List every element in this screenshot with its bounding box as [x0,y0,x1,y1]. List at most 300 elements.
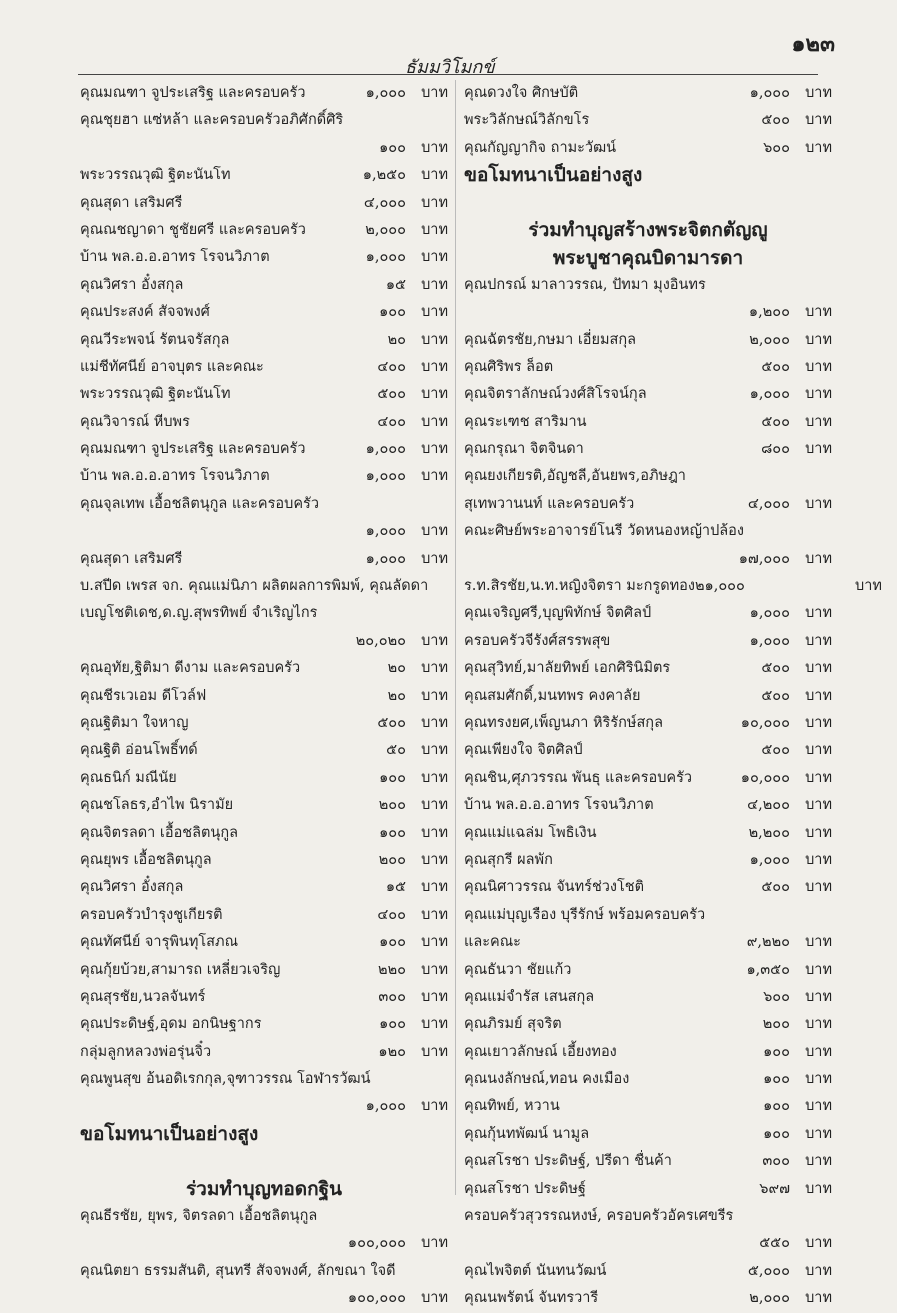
donor-name: คุณกัญญากิจ ถามะวัฒน์ [464,139,617,156]
donation-amount: ๑๐๐ [763,1043,790,1060]
currency-unit: บาท [421,934,448,951]
donation-amount: ๕๐๐ [761,879,790,896]
donation-amount: ๑๐๐ [763,1125,790,1142]
currency-unit: บาท [421,824,448,841]
donation-entry [80,683,448,710]
currency-unit: บาท [854,578,882,595]
donor-name: คุณอุทัย,ฐิติมา ดีงาม และครอบครัว [80,660,301,677]
currency-unit: บาท [805,879,832,896]
currency-unit: บาท [421,358,448,375]
currency-unit: บาท [805,1071,832,1088]
donation-entry [464,1203,832,1230]
donation-amount: ๑,๐๐๐ [365,85,406,101]
currency-unit: บาท [805,1180,832,1197]
donor-name: คุณมณฑา จูประเสริฐ และครอบครัว [80,85,306,101]
donation-amount: ๑,๐๐๐ [365,523,406,540]
donor-name: คุณสุดา เสริมศรี [80,550,183,567]
currency-unit: บาท [805,331,832,348]
donor-name: คุณเจริญศรี,บุญพิทักษ์ จิตศิลป์ [464,605,652,622]
donation-amount: ๑๕ [385,276,406,293]
currency-unit: บาท [805,413,832,430]
donation-entry [80,107,448,134]
donor-name: คุณนิศาวรรณ จันทร์ช่วงโชติ [464,879,645,896]
donation-entry [80,792,448,819]
donor-name: คุณทัศนีย์ จารุพินทุโสภณ [80,934,239,951]
donation-entry [464,299,832,326]
donation-amount: ๑๐๐ [379,304,406,321]
donor-name: คุณฐิติ อ่อนโพธิ์ทด์ [80,742,198,759]
donation-amount: ๑,๓๕๐ [746,961,790,978]
donor-name: คุณสุรชัย,นวลจันทร์ [80,988,206,1005]
donation-entry [80,299,448,326]
donor-name: คุณแม่แฉล่ม โพธิเงิน [464,824,597,841]
donation-amount: ๖๐๐ [763,988,790,1005]
currency-unit: บาท [805,714,832,731]
currency-unit: บาท [421,660,448,677]
currency-unit: บาท [805,961,832,978]
donation-entry [80,546,448,573]
donation-entry [80,518,448,545]
section-subheading [464,217,832,244]
currency-unit: บาท [421,1098,448,1115]
donation-entry [464,1039,832,1066]
left-column [80,80,448,1313]
donation-amount: ๒๐ [387,687,406,704]
donation-entry [464,628,832,655]
currency-unit: บาท [421,139,448,156]
currency-unit: บาท [421,769,448,786]
donation-entry [80,162,448,189]
donation-entry [80,1285,448,1312]
donor-name: ขอโมทนาเป็นอย่างสูง [80,1123,259,1146]
donor-name: บ้าน พล.อ.อ.อาทร โรจนวิภาต [80,249,270,266]
donation-entry [80,190,448,217]
currency-unit: บาท [805,495,832,512]
donation-amount: ๑,๐๐๐ [749,605,790,622]
donor-name: พระวรรณวุฒิ ฐิตะนันโท [80,167,231,184]
donor-name: แม่ชีทัศนีย์ อาจบุตร และคณะ [80,358,264,375]
donation-amount: ๕๐๐ [761,660,790,677]
currency-unit: บาท [421,167,448,184]
donor-name: คุณสโรชา ประดิษฐ์, ปรีดา ชื่นค้า [464,1153,672,1170]
currency-unit: บาท [805,85,832,101]
donor-name: พระบูชาคุณบิดามารดา [552,246,744,269]
donation-entry [80,80,448,107]
currency-unit: บาท [805,687,832,704]
donation-entry [80,244,448,271]
donation-amount: ๒๐ [387,331,406,348]
donation-entry [80,737,448,764]
donation-entry [80,436,448,463]
donor-name: พระวรรณวุฒิ ฐิตะนันโท [80,386,231,403]
donor-name: คุณวีระพจน์ รัตนจรัสกุล [80,331,230,348]
donation-entry [464,737,832,764]
donation-entry [80,573,448,600]
donation-entry [80,765,448,792]
currency-unit: บาท [805,1290,832,1307]
currency-unit: บาท [421,961,448,978]
donor-name: คุณพูนสุข อ้นอดิเรกกุล,จุฑาวรรณ โอฬารวัฒน์ [80,1071,371,1088]
donor-name: คุณยงเกียรติ,อัญชลี,อันยพร,อภิษฎา [464,468,686,485]
donation-entry [464,272,832,299]
donor-name: คุณประดิษฐ์,อุดม อกนิษฐากร [80,1016,262,1033]
donor-name: ครอบครัวบำรุงชูเกียรติ [80,906,223,923]
currency-unit: บาท [421,249,448,266]
currency-unit: บาท [805,769,832,786]
donation-amount: ๒,๐๐๐ [749,1290,790,1307]
donation-entry [80,984,448,1011]
donation-amount: ๙,๒๒๐ [746,934,790,951]
donor-name: คุณนพรัตน์ จันทรวารี [464,1290,599,1307]
donation-amount: ๑๐๐ [379,139,406,156]
donation-entry [80,820,448,847]
donation-entry [80,902,448,929]
currency-unit: บาท [421,742,448,759]
donation-amount: ๑๕ [385,879,406,896]
currency-unit: บาท [421,851,448,868]
donation-entry [464,683,832,710]
header-rule [78,74,818,75]
donor-name: คุณธนิก์ มณีนัย [80,769,177,786]
donation-entry [80,600,448,627]
donation-entry [80,1203,448,1230]
currency-unit: บาท [421,468,448,485]
donation-entry [80,957,448,984]
currency-unit: บาท [805,797,832,814]
donation-amount: ๖๙๗ [759,1180,790,1197]
currency-unit: บาท [421,85,448,101]
currency-unit: บาท [421,523,448,540]
donation-entry [464,902,832,929]
donor-name: บ้าน พล.อ.อ.อาทร โรจนวิภาต [464,797,654,814]
donor-name: คุณวิศรา อั๋งสกุล [80,879,184,896]
currency-unit: บาท [805,934,832,951]
currency-unit: บาท [805,1043,832,1060]
donation-amount: ๕๐ [386,742,406,759]
currency-unit: บาท [805,112,832,129]
donor-name: บ้าน พล.อ.อ.อาทร โรจนวิภาต [80,468,270,485]
donation-amount: ๕๐๐ [377,714,406,731]
currency-unit: บาท [421,413,448,430]
donation-entry [80,847,448,874]
currency-unit: บาท [805,988,832,1005]
donation-amount: ๒๒๐ [378,961,406,978]
currency-unit: บาท [805,742,832,759]
donor-name: คุณดวงใจ ศิกษบัติ [464,85,579,101]
donation-entry [80,327,448,354]
spacer [464,190,832,217]
donation-entry [464,1066,832,1093]
donation-amount: ๑๐๐,๐๐๐ [347,1290,406,1307]
donation-amount: ๘๐๐ [761,441,790,458]
currency-unit: บาท [805,358,832,375]
currency-unit: บาท [805,441,832,458]
donation-amount: ๔,๐๐๐ [747,495,790,512]
currency-unit: บาท [421,632,448,649]
donor-name: คุณวิจารณ์ หีบพร [80,413,190,430]
donation-entry [80,655,448,682]
donation-entry [464,463,832,490]
currency-unit: บาท [421,1016,448,1033]
donation-amount: ๔,๒๐๐ [747,797,790,814]
currency-unit: บาท [421,906,448,923]
donation-amount: ๑,๐๐๐ [365,441,406,458]
donation-amount: ๑,๐๐๐ [365,249,406,266]
donation-entry [464,957,832,984]
section-subheading [80,1176,448,1203]
donation-entry [80,1011,448,1038]
donation-amount: ๑๐๐ [763,1071,790,1088]
currency-unit: บาท [805,1235,832,1252]
donation-amount: ๑,๐๐๐ [749,386,790,403]
donation-entry [464,546,832,573]
donation-amount: ๔๐๐ [377,413,406,430]
donation-amount: ๒,๐๐๐ [365,221,406,238]
donation-entry [80,1039,448,1066]
donor-name: คุณสุวิทย์,มาลัยทิพย์ เอกศิรินิมิตร [464,660,671,677]
donor-name: คุณธีรชัย, ยุพร, จิตรลดา เอื้อชลิตนุกูล [80,1208,318,1225]
donation-entry [80,409,448,436]
donation-entry [464,135,832,162]
donor-name: คุณชโลธร,อำไพ นิรามัย [80,797,234,814]
currency-unit: บาท [805,660,832,677]
donation-amount: ๕,๐๐๐ [747,1262,790,1279]
currency-unit: บาท [805,386,832,403]
currency-unit: บาท [421,1043,448,1060]
column-divider [455,80,456,1195]
donation-amount: ๑,๒๕๐ [362,167,406,184]
donation-entry [80,272,448,299]
donation-entry [464,847,832,874]
donation-entry [464,491,832,518]
donation-amount: ๒๐๐ [378,797,406,814]
currency-unit: บาท [805,1153,832,1170]
donation-amount: ๑๐๐,๐๐๐ [347,1235,406,1252]
donor-name: คุณสุกรี ผลพัก [464,851,553,868]
donor-name: คุณระเฑช สาริมาน [464,413,587,430]
donor-name: คุณปกรณ์ มาลาวรรณ, ปัทมา มุงอินทร [464,276,706,293]
donation-amount: ๔๐๐ [377,906,406,923]
donation-amount: ๕๕๐ [759,1235,790,1252]
donation-entry [80,491,448,518]
donation-entry [464,984,832,1011]
donation-amount: ๓๐๐ [762,1153,790,1170]
donation-entry [464,765,832,792]
donor-name: คุณทรงยศ,เพ็ญนภา หิริรักษ์สกุล [464,714,663,731]
currency-unit: บาท [421,988,448,1005]
donation-entry [80,463,448,490]
donor-name: สุเทพวานนท์ และครอบครัว [464,495,635,512]
donation-entry [464,655,832,682]
donation-amount: ๑,๐๐๐ [365,1098,406,1115]
donation-entry [464,600,832,627]
donation-entry [464,929,832,956]
section-heading [464,162,832,189]
donation-amount: ๒๐,๐๒๐ [355,632,406,649]
donation-entry [464,1258,832,1285]
donation-amount: ๕๐๐ [761,413,790,430]
donor-name: ครอบครัวสุวรรณหงษ์, ครอบครัวอัครเศขรีร [464,1208,734,1225]
currency-unit: บาท [805,632,832,649]
donation-amount: ๑๗,๐๐๐ [738,550,790,567]
donor-name: คุณวิศรา อั๋งสกุล [80,276,184,293]
donation-amount: ๕๐๐ [761,112,790,129]
currency-unit: บาท [805,304,832,321]
donor-name: คุณจิตราลักษณ์วงศ์สิโรจน์กุล [464,386,647,403]
donation-entry [464,1285,832,1312]
donor-name: ครอบครัวจีรังศ์สรรพสุข [464,632,611,649]
currency-unit: บาท [805,1125,832,1142]
donor-name: คุณยุพร เอื้อชลิตนุกูล [80,851,212,868]
donation-entry [80,354,448,381]
running-header: ธัมมวิโมกข์ [405,57,495,78]
currency-unit: บาท [805,550,832,567]
currency-unit: บาท [805,824,832,841]
donation-entry [80,1258,448,1285]
donor-name: พระวิลักษณ์วิลักขโร [464,112,590,129]
donation-amount: ๑๐๐ [379,1016,406,1033]
donor-name: คุณไพจิตต์ นันทนวัฒน์ [464,1262,607,1279]
donation-entry [80,1066,448,1093]
currency-unit: บาท [421,797,448,814]
donation-amount: ๒๐ [387,660,406,677]
section-subheading [464,244,832,271]
currency-unit: บาท [421,221,448,238]
donation-entry [464,1148,832,1175]
donation-amount: ๑๐๐ [379,824,406,841]
currency-unit: บาท [421,879,448,896]
donation-amount: ๑,๐๐๐ [749,85,790,101]
donation-amount: ๔,๐๐๐ [363,194,406,211]
currency-unit: บาท [421,194,448,211]
donation-amount: ๑,๐๐๐ [749,632,790,649]
donation-entry [464,409,832,436]
currency-unit: บาท [805,851,832,868]
donation-amount: ๓๐๐ [378,988,406,1005]
donor-name: คุณสุดา เสริมศรี [80,194,183,211]
donor-name: คณะศิษย์พระอาจารย์โนรี วัดหนองหญ้าปล้อง [464,523,744,540]
donation-amount: ๔๐๐ [377,358,406,375]
donation-amount: ๑,๒๐๐ [748,304,790,321]
spacer [80,1148,448,1175]
donation-amount: ๑๐,๐๐๐ [740,714,790,731]
donor-name: คุณทิพย์, หวาน [464,1098,560,1115]
donor-name: คุณกุ้ยบ้วย,สามารถ เหลี่ยวเจริญ [80,961,281,978]
donor-name: ร.ท.สิรชัย,น.ท.หญิงจิตรา มะกรูดทอง๒๑,๐๐๐ [464,578,745,595]
donor-name: ร่วมทำบุญทอดกฐิน [185,1177,343,1200]
donation-amount: ๑๐๐ [763,1098,790,1115]
donation-entry [464,354,832,381]
donation-entry [464,710,832,737]
donation-entry [80,135,448,162]
donor-name: คุณเพียงใจ จิตศิลป์ [464,742,583,759]
donation-amount: ๑๐,๐๐๐ [740,769,790,786]
donation-entry [464,107,832,134]
donation-entry [464,573,882,600]
donation-amount: ๕๐๐ [377,386,406,403]
donation-amount: ๑,๐๐๐ [365,468,406,485]
donor-name: คุณสมศักดิ์,มนทพร คงคาลัย [464,687,641,704]
donor-name: คุณจิตรลดา เอื้อชลิตนุกูล [80,824,238,841]
donor-name: คุณธันวา ชัยแก้ว [464,961,572,978]
donation-entry [464,1093,832,1120]
donation-amount: ๕๐๐ [761,687,790,704]
donation-amount: ๕๐๐ [761,742,790,759]
donation-entry [464,436,832,463]
donation-entry [464,792,832,819]
donor-name: คุณจุลเทพ เอื้อชลิตนุกูล และครอบครัว [80,495,319,512]
donation-amount: ๕๐๐ [761,358,790,375]
donor-name: กลุ่มลูกหลวงพ่อรุ่นจิ๋ว [80,1043,212,1060]
donation-amount: ๒,๒๐๐ [748,824,790,841]
donor-name: คุณฐิติมา ใจหาญ [80,714,189,731]
donation-entry [80,874,448,901]
donation-entry [464,874,832,901]
donor-name: คุณมณฑา จูประเสริฐ และครอบครัว [80,441,306,458]
donor-name: คุณกุ้นทพัฒน์ นามูล [464,1125,590,1142]
donation-amount: ๒๐๐ [762,1016,790,1033]
donor-name: คุณแม่จำรัส เสนสกุล [464,988,595,1005]
donor-name: และคณะ [464,934,521,951]
donation-amount: ๑,๐๐๐ [749,851,790,868]
page-number: ๑๒๓ [791,31,835,57]
donation-entry [80,217,448,244]
currency-unit: บาท [805,1098,832,1115]
donor-name: คุณณชญาดา ชูชัยศรี และครอบครัว [80,221,306,238]
donation-entry [80,1093,448,1120]
donation-amount: ๑๐๐ [379,769,406,786]
donation-entry [464,381,832,408]
currency-unit: บาท [421,687,448,704]
donor-name: คุณนิตยา ธรรมสันติ, สุนทรี สัจจพงศ์, ลักขณา ใจดี [80,1262,396,1279]
donation-entry [464,327,832,354]
donor-name: คุณเยาวลักษณ์ เอี้ยงทอง [464,1043,617,1060]
donation-entry [464,1230,832,1257]
donation-entry [464,80,832,107]
donation-entry [80,710,448,737]
donor-name: คุณศิริพร ล็อต [464,358,554,375]
currency-unit: บาท [421,550,448,567]
currency-unit: บาท [421,1235,448,1252]
currency-unit: บาท [421,386,448,403]
donation-entry [80,1230,448,1257]
donation-entry [80,381,448,408]
donation-entry [464,1176,832,1203]
donation-entry [80,929,448,956]
donation-entry [80,628,448,655]
donor-name: คุณฉัตรชัย,กษมา เอี่ยมสกุล [464,331,637,348]
donation-amount: ๒๐๐ [378,851,406,868]
currency-unit: บาท [421,304,448,321]
donor-name: คุณชุยฮา แซ่หล้า และครอบครัวอภิศักดิ์ศิริ [80,112,344,129]
donor-name: คุณสโรชา ประดิษฐ์ [464,1180,586,1197]
currency-unit: บาท [805,1262,832,1279]
right-column [464,80,882,1313]
donation-amount: ๖๐๐ [763,139,790,156]
donation-entry [464,518,832,545]
currency-unit: บาท [421,331,448,348]
donation-amount: ๑๐๐ [379,934,406,951]
currency-unit: บาท [421,441,448,458]
currency-unit: บาท [805,1016,832,1033]
currency-unit: บาท [421,276,448,293]
donor-name: คุณกรุณา จิตจินดา [464,441,584,458]
currency-unit: บาท [805,605,832,622]
donor-name: ขอโมทนาเป็นอย่างสูง [464,164,643,187]
section-heading [80,1121,448,1148]
donation-amount: ๑๒๐ [378,1043,406,1060]
donation-entry [464,820,832,847]
